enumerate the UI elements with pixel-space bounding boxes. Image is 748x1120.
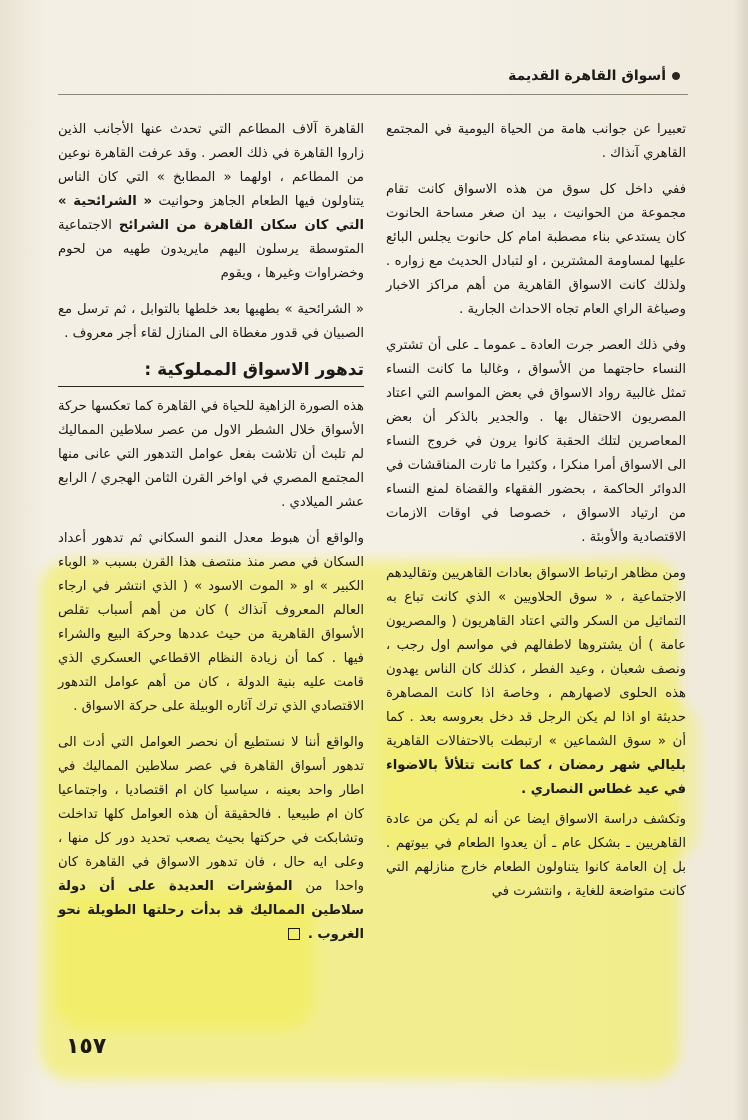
paragraph	[58, 118, 364, 286]
paragraph-text: ومن مظاهر ارتباط الاسواق بعادات القاهريين وتقاليدهم الاجتماعية ، « سوق الحلاويين » الذي كانت تباع به التماثيل من السكر والتي اعتاد القاهريون ( والمصريون عامة ) أن يشتروها لاطفالهم في مواسم اول رجب ، ونصف شعبان ، وعيد الفطر ، كذلك كان الناس يهدون هذه الحلوى لاصهارهم ، وخاصة اذا كانت المصاهرة حديثة او اذا لم يكن الرجل قد دخل بعروسه بعد . كما أن « سوق الشماعين » ارتبطت بالاحتفالات القاهرية	[386, 566, 686, 749]
running-header	[508, 68, 680, 84]
page-edge-shadow	[734, 0, 748, 1120]
bold-sentence: بليالي شهر رمضان ، كما كانت تتلألأ بالاضواء في عيد غطاس النصاري .	[386, 758, 686, 797]
paragraph: « الشرائحية » بطهيها بعد خلطها بالتوابل ، ثم ترسل مع الصبيان في قدور مغطاة الى المنازل لقاء أجر معروف .	[58, 302, 364, 341]
paragraph: والواقع أن هبوط معدل النمو السكاني ثم تدهور أعداد السكان في مصر منذ منتصف هذا القرن بسبب « الوباء الكبير » او « الموت الاسود » ( الذي انتشر في ارجاء العالم المعروف آنذاك ) كان من أهم أسباب تقلص الأسواق القاهرية من حيث عددها وحركة البيع والشراء فيها . كما أن زيادة النظام الاقطاعي العسكري الذي قامت عليه بنية الدولة ، كان من أهم عوامل التدهور الاقتصادي الذي ترك آثاره الوبيلة على حركة الاسواق .	[58, 531, 364, 714]
paragraph: وتكشف دراسة الاسواق ايضا عن أنه لم يكن من عادة القاهريين ـ بشكل عام ـ أن يعدوا الطعام في بيوتهم . بل إن العامة كانوا يتناولون الطعام خارج منازلهم التي كانت متواضعة للغاية ، وانتشرت في	[386, 812, 686, 899]
paragraph: تعبيرا عن جوانب هامة من الحياة اليومية في المجتمع القاهري آنذاك .	[386, 122, 686, 161]
paragraph: ففي داخل كل سوق من هذه الاسواق كانت تقام مجموعة من الحوانيت ، بيد ان صغر مساحة الحانوت كان يستدعي بناء مصطبة امام كل حانوت يجلس البائع عليها لمساومة المشترين ، او لتبادل الحديث مع زواره . ولذلك كانت الاسواق القاهرية من أهم مراكز الاخبار وصياغة الراي العام تجاه الاحداث الجارية .	[386, 182, 686, 317]
paragraph-text: القاهرة آلاف المطاعم التي تحدث عنها الأجانب الذين زاروا القاهرة في ذلك العصر . وقد عرفت القاهرة نوعين من المطاعم ، اولهما « المطابخ » التي كان الناس يتناولون فيها الطعام الجاهز وحوانيت	[58, 122, 364, 209]
section-heading: تدهور الاسواق المملوكية :	[58, 358, 364, 387]
bullet-icon	[672, 72, 680, 80]
paragraph	[58, 731, 364, 947]
header-rule	[58, 94, 688, 95]
page-number: ١٥٧	[66, 1034, 107, 1059]
bold-phrase: المؤشرات العديدة على أن دولة سلاطين المماليك قد بدأت رحلتها الطويلة نحو الغروب .	[58, 879, 364, 942]
paragraph: هذه الصورة الزاهية للحياة في القاهرة كما تعكسها حركة الأسواق خلال الشطر الاول من عصر سلاطين المماليك لم تلبث أن تلاشت بفعل عوامل التدهور التي عانى منها المجتمع المصري في اواخر القرن الثامن الهجري / الرابع عشر الميلادي .	[58, 399, 364, 510]
paragraph-text: والواقع أننا لا نستطيع أن نحصر العوامل التي أدت الى تدهور أسواق القاهرة في عصر سلاطين المماليك في اطار واحد بعينه ، سياسيا كان ام اقتصاديا ، واجتماعيا كان ام طبيعيا . فالحقيقة أن هذه العوامل كلها تداخلت وتشابكت في حركتها بحيث يصعب تحديد دور كل منها ، وعلى ايه حال ، فان تدهور الاسواق في القاهرة كان واحدا من	[58, 735, 364, 894]
paragraph	[386, 562, 686, 802]
paragraph: وفي ذلك العصر جرت العادة ـ عموما ـ على أن تشتري النساء حاجتهما من الأسواق ، وغالبا ما كانت النساء تمثل غالبية رواد الاسواق في بعض المواسم التي اعتاد المصريون الاحتفال بها . والجدير بالذكر أن بعض المعاصرين لتلك الحقبة كانوا يرون في خروج النساء الى الاسواق أمرا منكرا ، وكثيرا ما ثارت المناقشات في الدوائر الحاكمة ، بحضور الفقهاء والقضاة لمنع النساء من ارتياد الاسواق ، خصوصا في اوقات الازمات الاقتصادية والأوبئة .	[386, 338, 686, 545]
paragraph-text: الاجتماعية المتوسطة يرسلون اليهم مايريدون طهيه من لحوم وخضراوات وغيرها ، ويقوم	[58, 218, 364, 281]
left-column	[58, 118, 364, 959]
running-title: أسواق القاهرة القديمة	[508, 68, 666, 84]
end-square-icon	[288, 928, 300, 940]
right-column	[386, 118, 686, 916]
bold-phrase: « الشرائحية » التي كان سكان القاهرة من الشرائح	[58, 194, 364, 233]
